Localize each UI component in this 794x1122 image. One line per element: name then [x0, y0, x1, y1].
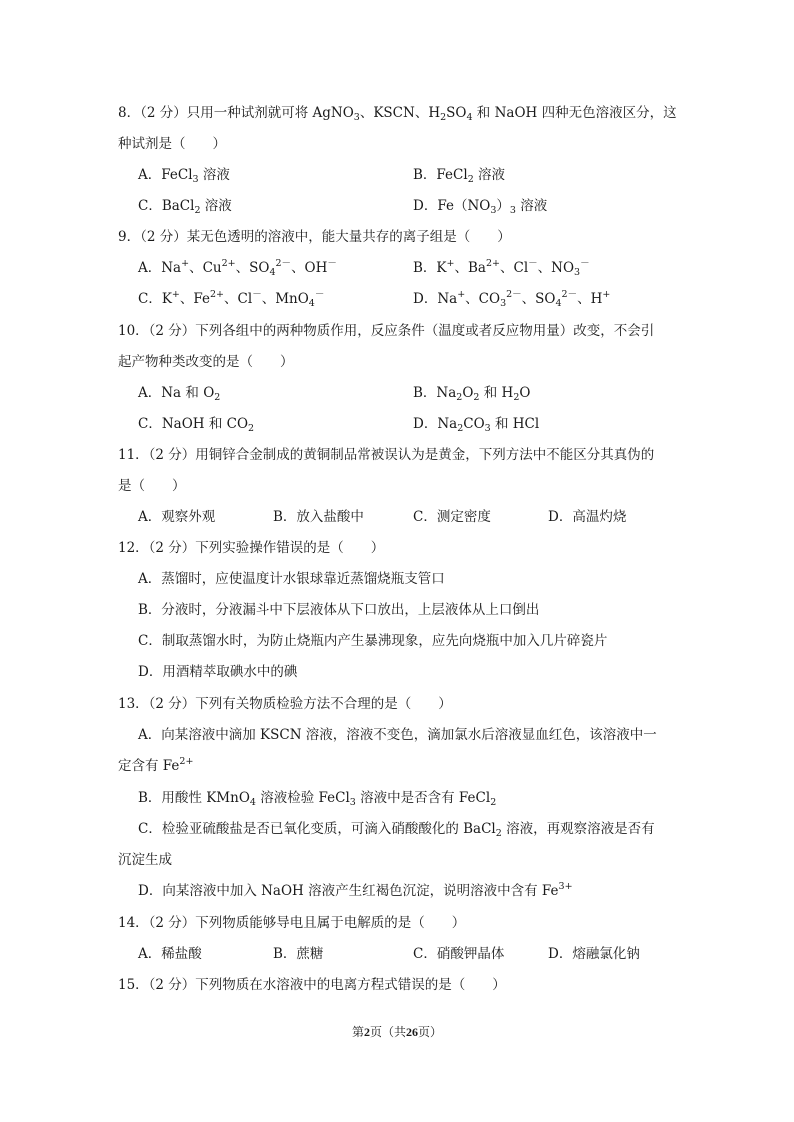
q13-option-d: D．向某溶液中加入 NaOH 溶液产生红褐色沉淀，说明溶液中含有 $Fe^{3+}$ [138, 881, 573, 899]
q12-option-d: D．用酒精萃取碘水中的碘 [138, 664, 298, 680]
q12-option-a: A．蒸馏时，应使温度计水银球靠近蒸馏烧瓶支管口 [138, 571, 445, 587]
q11-option-a: A．观察外观 [138, 509, 216, 525]
q15-stem: 15．（2 分）下列物质在水溶液中的电离方程式错误的是（ ） [118, 977, 506, 993]
q10-option-b: B．$Na_2O_2$ 和 $H_2O$ [413, 385, 531, 403]
q8-option-d: D．$Fe(NO_3)_3$ 溶液 [413, 198, 548, 216]
q11-option-d: D．高温灼烧 [548, 509, 627, 525]
q8-option-b: B．FeCl$_2$ 溶液 [413, 167, 506, 185]
q11-option-c: C．测定密度 [413, 509, 491, 525]
q12-option-b: B．分液时，分液漏斗中下层液体从下口放出，上层液体从上口倒出 [138, 602, 540, 618]
q9-option-a: A．Na+、$Cu^{2+}$、$SO_4^{2-}$、OH－ [138, 258, 337, 278]
q10-option-a: A．Na 和 $O_2$ [138, 385, 221, 403]
q13-stem: 13．（2 分）下列有关物质检验方法不合理的是（ ） [118, 696, 452, 712]
q8-option-c: C．BaCl$_2$ 溶液 [138, 198, 232, 216]
q9-stem: 9．（2 分）某无色透明的溶液中，能大量共存的离子组是（ ） [118, 229, 511, 245]
q9-option-d: D．Na+、$CO_3^{2-}$、$SO_4^{2-}$、H+ [413, 289, 611, 309]
q9-option-b: B．K+、$Ba^{2+}$、Cl－、$NO_3^-$ [413, 258, 590, 278]
page-footer: 第2页（共26页） [351, 1025, 443, 1039]
q10-stem-line2: 起产物种类改变的是（ ） [118, 354, 294, 370]
q9-option-c: C．K+、$Fe^{2+}$、Cl－、MnO$_4$－ [138, 289, 325, 309]
q13-option-c-line1: C．检验亚硫酸盐是否已氧化变质，可滴入硝酸酸化的 BaCl$_2$ 溶液，再观察溶液是否有 [138, 821, 655, 839]
q12-stem: 12．（2 分）下列实验操作错误的是（ ） [118, 540, 385, 556]
q14-option-c: C．硝酸钾晶体 [413, 946, 505, 962]
q14-option-d: D．熔融氯化钠 [548, 946, 640, 962]
q12-option-c: C．制取蒸馏水时，为防止烧瓶内产生暴沸现象，应先向烧瓶中加入几片碎瓷片 [138, 633, 608, 649]
q11-option-b: B．放入盐酸中 [273, 509, 364, 525]
q10-stem-line1: 10．（2 分）下列各组中的两种物质作用，反应条件（温度或者反应物用量）改变，不会引 [118, 323, 655, 339]
q14-option-b: B．蔗糖 [273, 946, 324, 962]
total-pages: 26 [406, 1025, 418, 1039]
q13-option-a-line2: 定含有 $Fe^{2+}$ [118, 756, 194, 774]
q11-stem-line1: 11．（2 分）用铜锌合金制成的黄铜制品常被误认为是黄金，下列方法中不能区分其真伪的 [118, 447, 655, 463]
q10-option-c: C．NaOH 和 $CO_2$ [138, 416, 255, 434]
q14-option-a: A．稀盐酸 [138, 946, 202, 962]
q13-option-b: B．用酸性 KMnO$_4$ 溶液检验 FeCl$_3$ 溶液中是否含有 FeCl$_2$ [138, 790, 497, 808]
page-number: 2 [363, 1025, 370, 1039]
q14-stem: 14．（2 分）下列物质能够导电且属于电解质的是（ ） [118, 915, 466, 931]
q8-option-a: A．FeCl$_3$ 溶液 [138, 167, 230, 185]
q8-stem-line1: 8．（2 分）只用一种试剂就可将 AgNO$_3$、KSCN、$H_2SO_4$ 和 NaOH 四种无色溶液区分，这 [118, 105, 677, 123]
q13-option-c-line2: 沉淀生成 [118, 852, 172, 868]
q11-stem-line2: 是（ ） [118, 478, 186, 494]
q13-option-a-line1: A．向某溶液中滴加 KSCN 溶液，溶液不变色，滴加氯水后溶液显血红色，该溶液中一 [138, 727, 657, 743]
q10-option-d: D．$Na_2CO_3$ 和 HCl [413, 416, 540, 434]
q8-stem-line2: 种试剂是（ ） [118, 136, 226, 152]
